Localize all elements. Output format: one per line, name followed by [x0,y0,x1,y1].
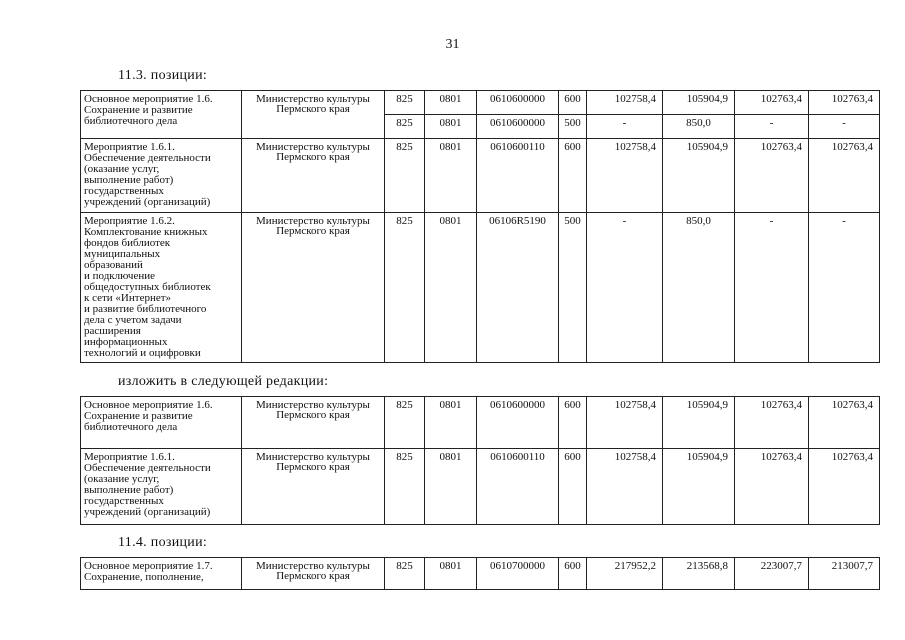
section-title-new-edition: изложить в следующей редакции: [118,374,329,389]
ministry-code-cell: 825 [385,139,425,213]
amount-cell: 102758,4 [587,397,663,449]
table-row [81,213,880,363]
amount-cell: 102758,4 [587,91,663,115]
activity-name-cell: Мероприятие 1.6.1. Обеспечение деятельности (оказание услуг, выполнение работ) государственных учреждений (организаций) [81,139,242,213]
amount-cell: 102758,4 [587,449,663,525]
amount-cell: 102763,4 [809,139,880,213]
section-code-cell: 0801 [425,558,477,590]
section-title-11-4: 11.4. позиции: [118,535,208,550]
amount-cell: - [735,213,809,363]
amount-cell: - [735,115,809,139]
section-code-cell: 0801 [425,91,477,115]
section-code-cell: 0801 [425,397,477,449]
target-article-cell: 0610700000 [477,558,559,590]
expense-type-cell: 600 [559,91,587,115]
expense-type-cell: 600 [559,558,587,590]
activity-name-cell: Мероприятие 1.6.2. Комплектование книжных фондов библиотек муниципальных образований и подключение общедоступных библиотек к сети «Интернет» и развитие библиотечного дела с учетом задачи расширения информационных технологий и оцифровки [81,213,242,363]
target-article-cell: 0610600000 [477,115,559,139]
target-article-cell: 0610600110 [477,449,559,525]
expense-type-cell: 600 [559,139,587,213]
table-row [81,139,880,213]
target-article-cell: 0610600000 [477,397,559,449]
amount-cell: 102763,4 [735,449,809,525]
amount-cell: - [809,115,880,139]
amount-cell: - [587,213,663,363]
amount-cell: 105904,9 [663,449,735,525]
target-article-cell: 0610600000 [477,91,559,115]
amount-cell: 102763,4 [735,397,809,449]
section-code-cell: 0801 [425,139,477,213]
budget-table-current [80,90,880,363]
target-article-cell: 0610600110 [477,139,559,213]
section-title-11-3: 11.3. позиции: [118,68,208,83]
ministry-code-cell: 825 [385,397,425,449]
organization-cell: Министерство культуры Пермского края [242,558,385,590]
expense-type-cell: 600 [559,449,587,525]
section-code-cell: 0801 [425,213,477,363]
amount-cell: 102763,4 [809,449,880,525]
page-number: 31 [445,37,460,52]
ministry-code-cell: 825 [385,91,425,115]
expense-type-cell: 500 [559,213,587,363]
amount-cell: 223007,7 [735,558,809,590]
amount-cell: 102763,4 [809,91,880,115]
activity-name-cell: Основное мероприятие 1.6. Сохранение и развитие библиотечного дела [81,397,242,449]
budget-table-new [80,396,880,525]
organization-cell: Министерство культуры Пермского края [242,449,385,525]
amount-cell: 213568,8 [663,558,735,590]
organization-cell: Министерство культуры Пермского края [242,139,385,213]
activity-name-cell: Мероприятие 1.6.1. Обеспечение деятельности (оказание услуг, выполнение работ) государственных учреждений (организаций) [81,449,242,525]
organization-cell: Министерство культуры Пермского края [242,91,385,139]
amount-cell: 105904,9 [663,91,735,115]
amount-cell: 105904,9 [663,397,735,449]
expense-type-cell: 600 [559,397,587,449]
amount-cell: 850,0 [663,213,735,363]
table-row [81,558,880,590]
table-row [81,449,880,525]
activity-name-cell: Основное мероприятие 1.6. Сохранение и развитие библиотечного дела [81,91,242,139]
ministry-code-cell: 825 [385,213,425,363]
table-row [81,397,880,449]
amount-cell: 850,0 [663,115,735,139]
ministry-code-cell: 825 [385,558,425,590]
expense-type-cell: 500 [559,115,587,139]
budget-table-next [80,557,880,590]
amount-cell: - [809,213,880,363]
amount-cell: 102763,4 [735,91,809,115]
activity-name-cell: Основное мероприятие 1.7. Сохранение, пополнение, [81,558,242,590]
table-row [81,91,880,115]
organization-cell: Министерство культуры Пермского края [242,397,385,449]
amount-cell: 102763,4 [809,397,880,449]
amount-cell: 213007,7 [809,558,880,590]
amount-cell: 105904,9 [663,139,735,213]
target-article-cell: 06106R5190 [477,213,559,363]
ministry-code-cell: 825 [385,115,425,139]
ministry-code-cell: 825 [385,449,425,525]
section-code-cell: 0801 [425,115,477,139]
amount-cell: 102763,4 [735,139,809,213]
amount-cell: 102758,4 [587,139,663,213]
section-code-cell: 0801 [425,449,477,525]
amount-cell: 217952,2 [587,558,663,590]
amount-cell: - [587,115,663,139]
organization-cell: Министерство культуры Пермского края [242,213,385,363]
